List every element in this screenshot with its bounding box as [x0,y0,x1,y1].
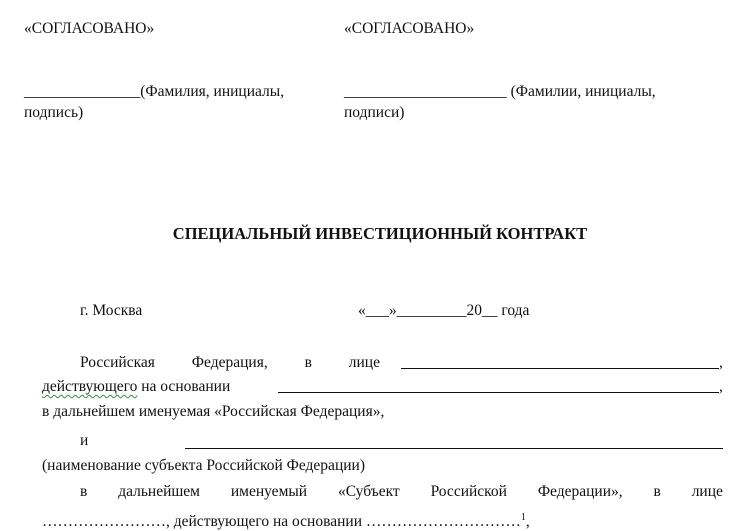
blank-line [185,435,723,449]
dotted-blank: ………………………… [365,513,521,531]
body-word: в [80,483,88,500]
body-word: Федерация, [191,354,268,371]
body-text: действующего на основании [173,513,362,531]
body-word: Федерации», [537,483,623,500]
approval-right-blank: _____________________ [344,83,507,100]
body-word-underlined: действующего [42,378,138,395]
approval-left-blank: _______________ [24,83,141,100]
body-line-3: в дальнейшем именуемая «Российская Федерация», [42,403,385,420]
body-word: «Субъект [337,483,400,500]
body-word: лице [348,354,380,371]
blank-line [278,379,719,393]
body-line-1-words [80,354,380,372]
approval-right-title: «СОГЛАСОВАНО» [344,20,475,37]
comma: , [166,513,170,531]
approval-right-label: (Фамилии, инициалы, [510,83,656,100]
body-word: Российской [430,483,507,500]
comma: , [525,513,530,531]
blank-line [401,355,719,369]
body-line-5: (наименование субъекта Российской Федерации) [42,457,365,474]
body-word: лице [691,483,723,500]
body-line-2 [42,378,724,396]
comma: , [719,354,723,371]
approval-right-label-cont: подписи) [344,104,405,121]
body-word: именуемый [230,483,308,500]
document-title: СПЕЦИАЛЬНЫЙ ИНВЕСТИЦИОННЫЙ КОНТРАКТ [172,224,588,243]
body-word: в [653,483,661,500]
body-word: в [304,354,312,371]
approval-right-signature-line [344,83,656,101]
date-line: «___»_________20__ года [358,302,530,319]
comma: , [719,378,723,395]
footnote-ref[interactable]: 1 [520,512,526,523]
place: г. Москва [80,302,143,319]
body-line-7 [42,509,530,531]
body-line-6 [80,483,723,501]
approval-left-title: «СОГЛАСОВАНО» [24,20,155,37]
body-line-4-and: и [80,432,89,449]
dotted-blank: …………………… [42,513,166,531]
approval-left-signature-line [24,83,284,101]
body-text: на основании [141,378,231,395]
body-word: Российская [80,354,155,371]
body-word: дальнейшем [118,483,200,500]
approval-left-label-cont: подпись) [24,104,84,121]
approval-left-label: (Фамилия, инициалы, [140,83,285,100]
